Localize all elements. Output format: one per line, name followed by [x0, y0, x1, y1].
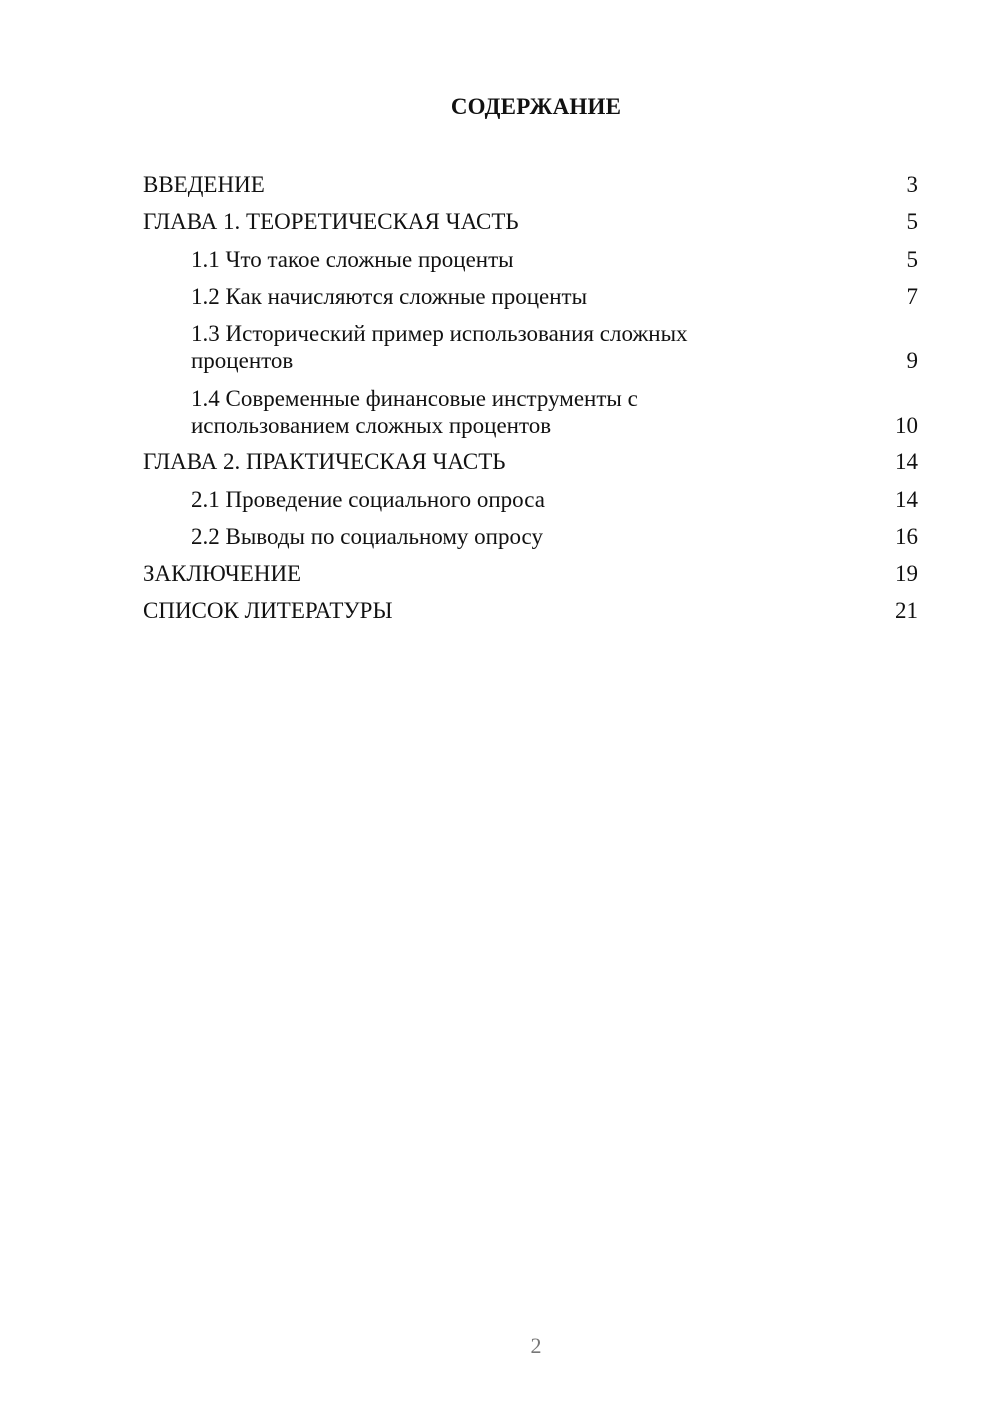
toc-entry-section-1-3[interactable] — [191, 320, 918, 374]
toc-entry-label-line-2: использованием сложных процентов — [191, 413, 552, 438]
toc-entry-references[interactable] — [143, 597, 918, 624]
toc-entry-section-2-1[interactable] — [191, 486, 918, 513]
toc-entry-page: 9 — [906, 348, 918, 373]
toc-entry-label: СПИСОК ЛИТЕРАТУРЫ — [143, 598, 393, 623]
toc-entry-page: 5 — [906, 209, 918, 234]
toc-entry-section-1-4[interactable] — [191, 385, 918, 439]
toc-entry-page: 16 — [895, 524, 918, 549]
toc-entry-chapter-2[interactable] — [143, 448, 918, 475]
toc-entry-conclusion[interactable] — [143, 560, 918, 587]
page-number: 2 — [530, 1333, 542, 1358]
toc-entry-page: 14 — [895, 449, 918, 474]
toc-entry-page: 5 — [906, 247, 918, 272]
toc-entry-label: ЗАКЛЮЧЕНИЕ — [143, 561, 302, 586]
toc-entry-label: ГЛАВА 2. ПРАКТИЧЕСКАЯ ЧАСТЬ — [143, 449, 506, 474]
toc-entry-label: 1.2 Как начисляются сложные проценты — [191, 284, 588, 309]
toc-entry-chapter-1[interactable] — [143, 208, 918, 235]
toc-entry-label-line-1: 1.4 Современные финансовые инструменты с — [191, 386, 638, 411]
toc-entry-label-line-1: 1.3 Исторический пример использования сложных — [191, 321, 688, 346]
toc-entry-section-1-1[interactable] — [191, 246, 918, 273]
toc-entry-label-line-2: процентов — [191, 348, 294, 373]
toc-entry-page: 10 — [895, 413, 918, 438]
toc-title: СОДЕРЖАНИЕ — [450, 94, 622, 119]
toc-entry-label: ГЛАВА 1. ТЕОРЕТИЧЕСКАЯ ЧАСТЬ — [143, 209, 519, 234]
toc-entry-label: 2.2 Выводы по социальному опросу — [191, 524, 543, 549]
toc-entry-section-1-2[interactable] — [191, 283, 918, 310]
toc-entry-label: ВВЕДЕНИЕ — [143, 172, 265, 197]
toc-entry-label: 1.1 Что такое сложные проценты — [191, 247, 514, 272]
toc-entry-label: 2.1 Проведение социального опроса — [191, 487, 545, 512]
toc-entry-page: 19 — [895, 561, 918, 586]
toc-entry-section-2-2[interactable] — [191, 523, 918, 550]
toc-entry-page: 21 — [895, 598, 918, 623]
toc-entry-page: 14 — [895, 487, 918, 512]
toc-entry-page: 3 — [906, 172, 918, 197]
toc-entry-page: 7 — [906, 284, 918, 309]
toc-entry-introduction[interactable] — [143, 171, 918, 198]
